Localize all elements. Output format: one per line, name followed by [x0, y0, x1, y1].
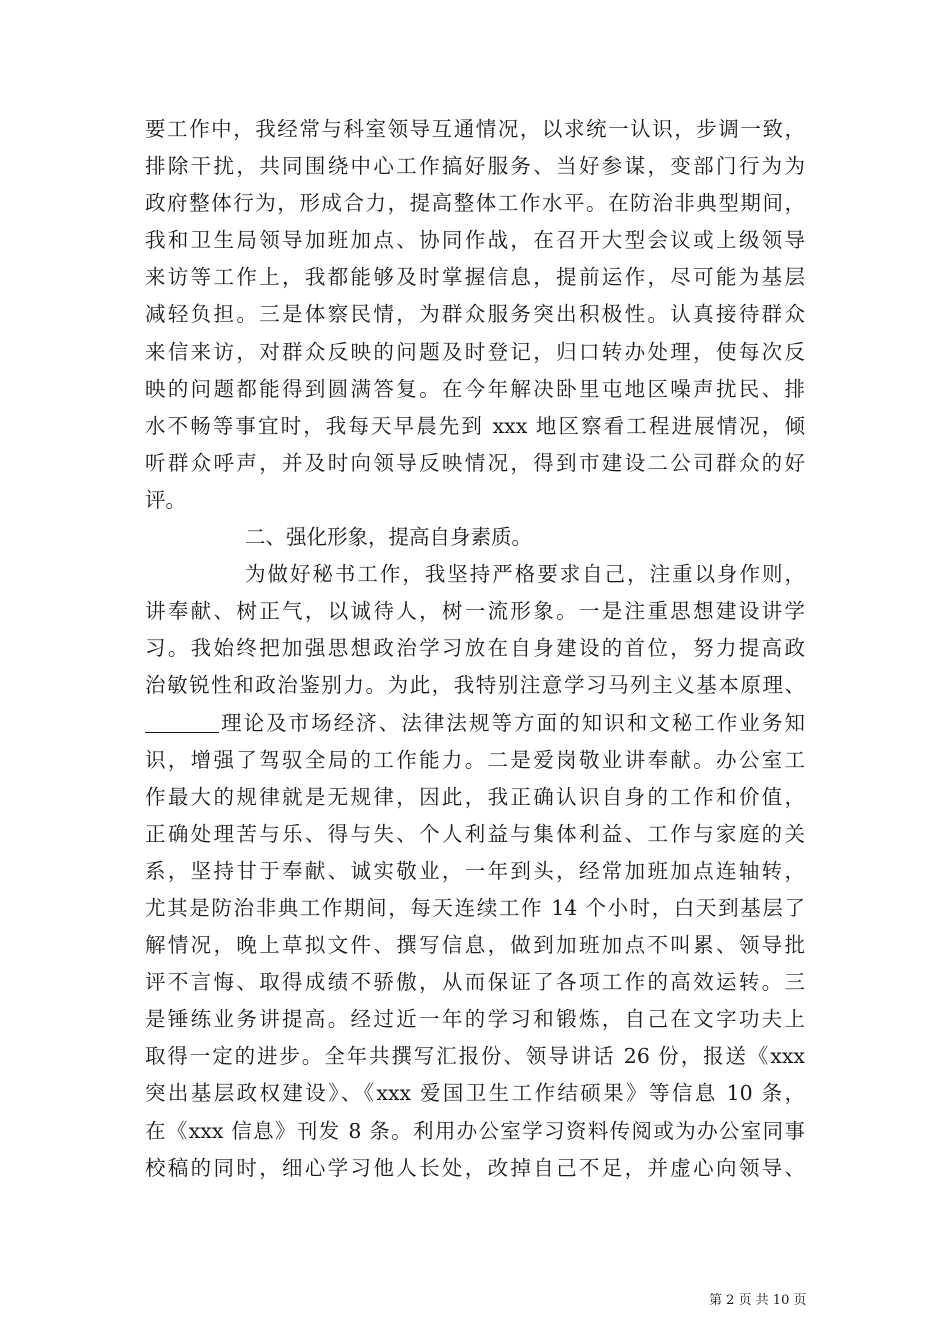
text-line: 系，坚持甘于奉献、诚实敬业，一年到头，经常加班加点连轴转，: [145, 858, 805, 883]
text-line: 来信来访，对群众反映的问题及时登记，归口转办处理，使每次反: [145, 339, 805, 364]
text-line: 来访等工作上，我都能够及时掌握信息，提前运作，尽可能为基层: [145, 265, 805, 290]
text-line: 识，增强了驾驭全局的工作能力。二是爱岗敬业讲奉献。办公室工: [145, 747, 805, 772]
text-line: 减轻负担。三是体察民情，为群众服务突出积极性。认真接待群众: [145, 302, 805, 327]
text-line: 排除干扰，共同围绕中心工作搞好服务、当好参谋，变部门行为为: [145, 154, 805, 179]
text-line: 校稿的同时，细心学习他人长处，改掉自己不足，并虚心向领导、: [145, 1155, 805, 1180]
text-line: 解情况，晚上草拟文件、撰写信息，做到加班加点不叫累、领导批: [145, 933, 805, 958]
text-fragment: 理论及市场经济、法律法规等方面的知识和文秘工作业务知: [219, 710, 805, 735]
text-line-with-blank: [145, 705, 805, 742]
document-body: [145, 111, 805, 1187]
text-line: 讲奉献、树正气，以诚待人，树一流形象。一是注重思想建设讲学: [145, 599, 805, 624]
text-line: 为做好秘书工作，我坚持严格要求自己，注重以身作则，: [245, 562, 805, 587]
text-line: 习。我始终把加强思想政治学习放在自身建设的首位，努力提高政: [145, 636, 805, 661]
section-heading: 二、强化形象，提高自身素质。: [245, 525, 532, 550]
text-line: 正确处理苦与乐、得与失、个人利益与集体利益、工作与家庭的关: [145, 821, 805, 846]
text-line: 要工作中，我经常与科室领导互通情况，以求统一认识，步调一致，: [145, 117, 805, 141]
text-line: 政府整体行为，形成合力，提高整体工作水平。在防治非典型期间，: [145, 191, 805, 216]
text-line: 评不言悔、取得成绩不骄傲，从而保证了各项工作的高效运转。三: [145, 970, 805, 995]
text-line: 取得一定的进步。全年共撰写汇报份、领导讲话 26 份，报送《xxx: [145, 1044, 805, 1069]
text-line: 映的问题都能得到圆满答复。在今年解决卧里屯地区噪声扰民、排: [145, 376, 805, 401]
text-line: 评。: [145, 487, 186, 512]
blank-underline: [145, 710, 219, 733]
text-line: 水不畅等事宜时，我每天早晨先到 xxx 地区察看工程进展情况，倾: [145, 413, 805, 438]
text-line: 作最大的规律就是无规律，因此，我正确认识自身的工作和价值，: [145, 784, 805, 809]
text-line: 我和卫生局领导加班加点、协同作战，在召开大型会议或上级领导: [145, 228, 805, 253]
text-line: 听群众呼声，并及时向领导反映情况，得到市建设二公司群众的好: [145, 450, 805, 475]
text-line: 治敏锐性和政治鉴别力。为此，我特别注意学习马列主义基本原理、: [145, 673, 805, 698]
page-number-footer: 第 2 页 共 10 页: [709, 1293, 807, 1308]
text-line: 是锤练业务讲提高。经过近一年的学习和锻炼，自己在文字功夫上: [145, 1007, 805, 1032]
text-line: 尤其是防治非典工作期间，每天连续工作 14 个小时，白天到基层了: [145, 895, 805, 920]
text-line: 突出基层政权建设》、《xxx 爱国卫生工作结硕果》等信息 10 条，: [145, 1081, 805, 1106]
text-line: 在《xxx 信息》刊发 8 条。利用办公室学习资料传阅或为办公室同事: [145, 1118, 805, 1143]
